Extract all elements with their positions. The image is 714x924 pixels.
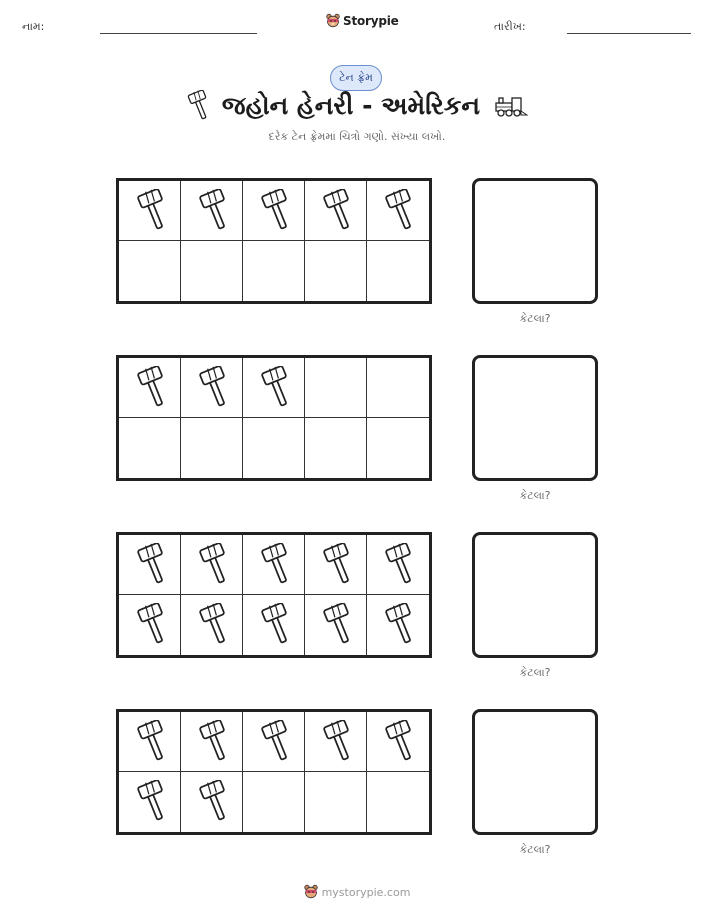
ten-frame-3: [116, 532, 432, 658]
ten-frame-cell: [305, 358, 367, 418]
answer-box-1[interactable]: [472, 178, 598, 304]
ten-frame-cell: [305, 241, 367, 301]
ten-frame-cell: [367, 181, 429, 241]
date-label: તારીખ:: [494, 20, 526, 33]
ten-frame-cell: [305, 181, 367, 241]
ten-frame-cell: [243, 418, 305, 478]
date-line[interactable]: [567, 33, 691, 34]
hammer-icon: [385, 720, 411, 764]
ten-frame-cell: [367, 595, 429, 655]
answer-label-1: કેટલા?: [519, 312, 551, 325]
ten-frame-cell: [181, 241, 243, 301]
hammer-icon: [261, 543, 287, 587]
answer-label-4: કેટલા?: [519, 843, 551, 856]
ten-frame-cell: [367, 418, 429, 478]
footer: [0, 884, 714, 900]
hammer-icon: [137, 543, 163, 587]
hammer-icon: [137, 780, 163, 824]
hammer-icon: [137, 603, 163, 647]
ten-frame-cell: [243, 358, 305, 418]
name-label: નામ:: [22, 20, 45, 33]
ten-frame-cell: [305, 772, 367, 832]
ten-frame-cell: [367, 772, 429, 832]
hammer-icon: [323, 720, 349, 764]
hammer-icon: [137, 720, 163, 764]
ten-frame-cell: [367, 241, 429, 301]
ten-frame-cell: [181, 772, 243, 832]
hammer-icon: [199, 603, 225, 647]
hammer-icon: [323, 603, 349, 647]
hammer-icon: [261, 366, 287, 410]
ten-frame-cell: [181, 595, 243, 655]
answer-box-3[interactable]: [472, 532, 598, 658]
ten-frame-cell: [243, 595, 305, 655]
ten-frame-cell: [119, 712, 181, 772]
ten-frame-cell: [119, 241, 181, 301]
hammer-icon: [137, 366, 163, 410]
ten-frame-1: [116, 178, 432, 304]
hammer-icon: [323, 543, 349, 587]
hammer-icon: [199, 366, 225, 410]
ten-frame-cell: [119, 358, 181, 418]
ten-frame-cell: [181, 181, 243, 241]
ten-frame-cell: [305, 535, 367, 595]
hammer-icon: [385, 189, 411, 233]
ten-frame-cell: [305, 595, 367, 655]
ten-frame-cell: [305, 712, 367, 772]
hammer-icon: [261, 720, 287, 764]
hammer-icon: [199, 543, 225, 587]
hammer-icon: [385, 603, 411, 647]
ten-frame-cell: [367, 712, 429, 772]
answer-label-3: કેટલા?: [519, 666, 551, 679]
hammer-icon: [199, 720, 225, 764]
hammer-icon: [199, 780, 225, 824]
ten-frame-cell: [243, 535, 305, 595]
ten-frame-cell: [181, 418, 243, 478]
name-line[interactable]: [100, 33, 257, 34]
ten-frame-cell: [243, 712, 305, 772]
footer-url[interactable]: mystorypie.com: [321, 885, 411, 899]
ten-frame-4: [116, 709, 432, 835]
topic-badge: ટેન ફ્રેમ: [330, 65, 382, 91]
title-row: [0, 90, 714, 122]
storypie-logo: [326, 13, 399, 29]
ten-frame-cell: [119, 595, 181, 655]
hammer-icon: [261, 189, 287, 233]
ten-frame-cell: [181, 535, 243, 595]
hammer-icon: [199, 189, 225, 233]
ten-frame-cell: [119, 535, 181, 595]
ten-frame-cell: [181, 712, 243, 772]
hammer-icon: [186, 90, 208, 122]
ten-frame-cell: [243, 241, 305, 301]
hammer-icon: [137, 189, 163, 233]
ten-frame-cell: [367, 535, 429, 595]
bear-mascot-icon: [304, 884, 318, 900]
hammer-icon: [323, 189, 349, 233]
ten-frame-2: [116, 355, 432, 481]
answer-box-2[interactable]: [472, 355, 598, 481]
ten-frame-cell: [243, 181, 305, 241]
hammer-icon: [385, 543, 411, 587]
ten-frame-cell: [305, 418, 367, 478]
ten-frame-cell: [119, 418, 181, 478]
answer-box-4[interactable]: [472, 709, 598, 835]
page-title: જહોન હેનરી - અમેરિકન: [221, 91, 481, 120]
hammer-icon: [261, 603, 287, 647]
ten-frame-cell: [119, 181, 181, 241]
bear-mascot-icon: [326, 13, 340, 29]
ten-frame-cell: [243, 772, 305, 832]
ten-frame-cell: [119, 772, 181, 832]
instructions: દરેક ટેન ફ્રેમમાં ચિત્રો ગણો. સંખ્યા લખો.: [268, 130, 446, 143]
logo-text: Storypie: [343, 14, 399, 28]
answer-label-2: કેટલા?: [519, 489, 551, 502]
ten-frame-cell: [181, 358, 243, 418]
train-icon: [494, 94, 528, 118]
ten-frame-cell: [367, 358, 429, 418]
